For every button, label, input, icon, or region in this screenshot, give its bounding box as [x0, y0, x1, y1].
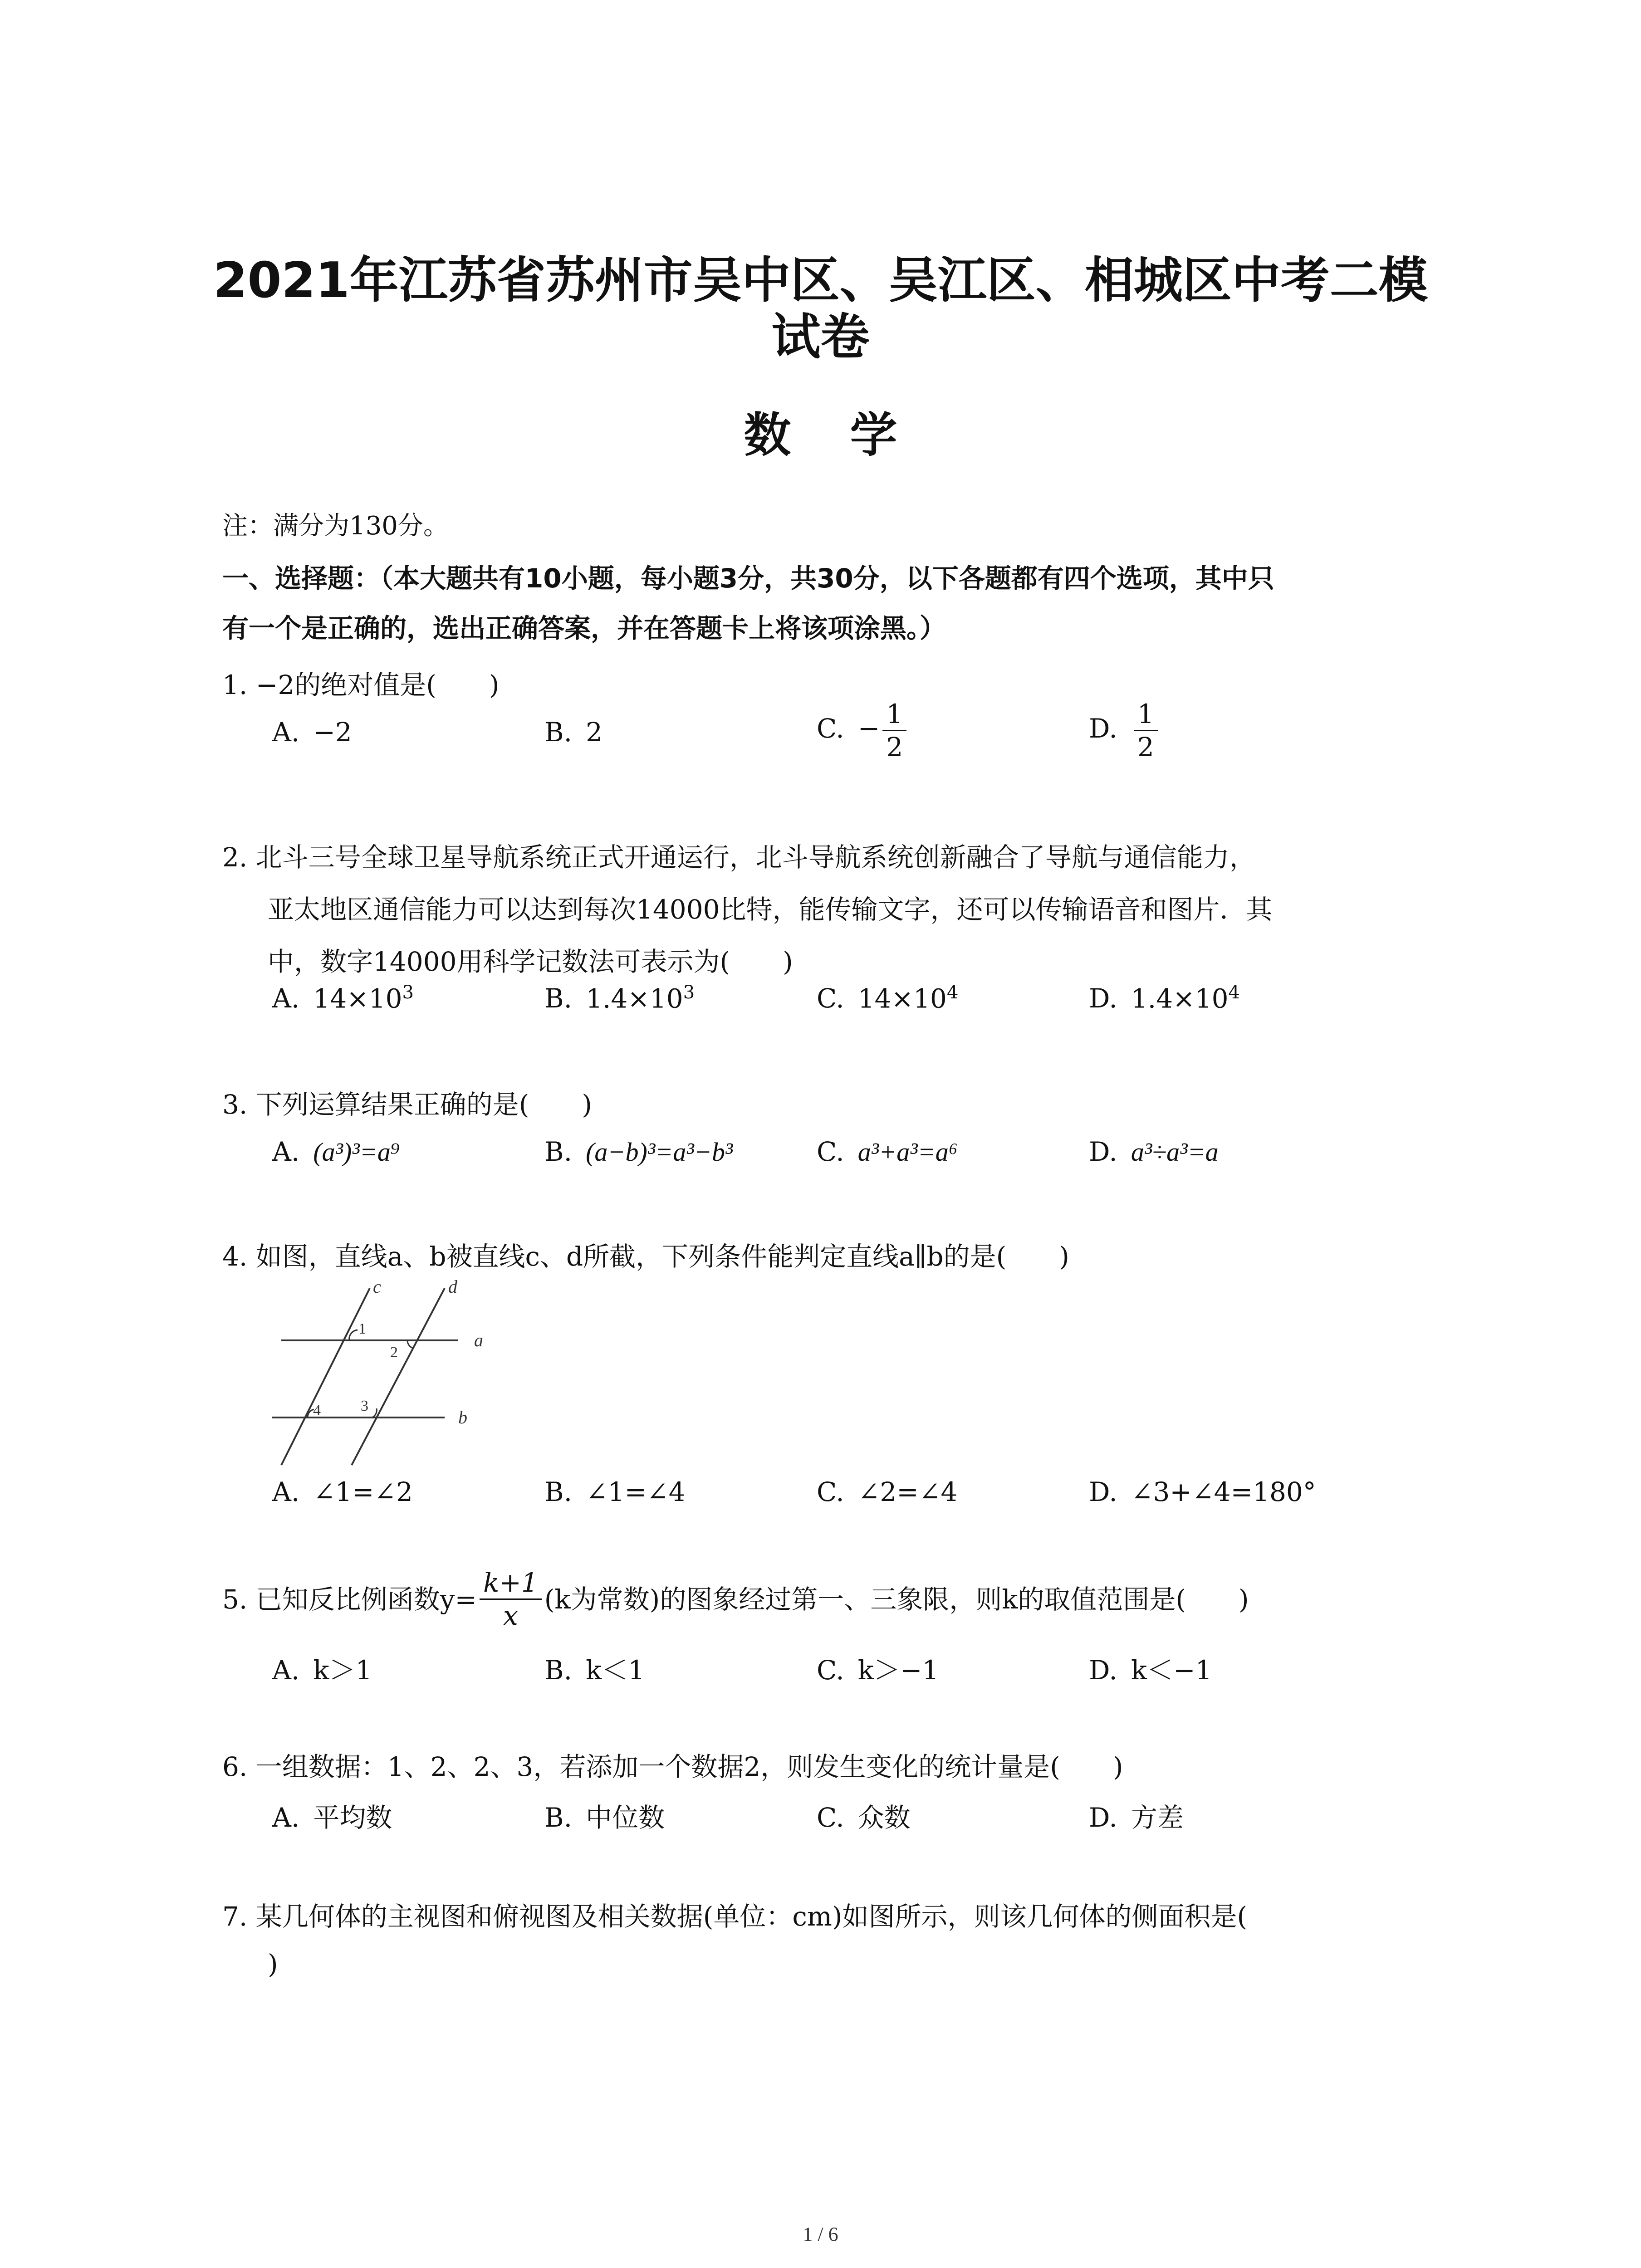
q6-option-b-value: 中位数 [586, 1802, 665, 1833]
q1-option-a-value: −2 [313, 717, 352, 748]
q1-option-b-value: 2 [586, 717, 603, 748]
q6-option-d-value: 方差 [1131, 1802, 1184, 1833]
q4-option-d [1089, 1476, 1316, 1507]
q2-option-a [272, 982, 414, 1014]
q3-option-d-value: a³÷a³=a [1131, 1137, 1219, 1167]
q1-option-c-label: C. [817, 713, 844, 744]
q4-option-a [272, 1476, 413, 1507]
q2-option-b-base: 1.4×10 [586, 983, 683, 1014]
q6-option-d [1089, 1796, 1184, 1834]
q3-option-d [1089, 1136, 1219, 1167]
question-5-stem [222, 1569, 1249, 1629]
q2-option-a-exp: 3 [402, 982, 414, 1003]
q4-label-a: a [474, 1330, 483, 1350]
q4-angle-1-arc [349, 1330, 358, 1340]
q3-option-c-label: C. [817, 1136, 844, 1167]
q3-option-b [544, 1136, 733, 1167]
section-heading-line2: 有一个是正确的，选出正确答案，并在答题卡上将该项涂黑。） [222, 613, 946, 644]
q6-option-b-label: B. [544, 1802, 573, 1833]
q5-option-d-value: k＜−1 [1131, 1655, 1212, 1686]
question-7-line1: 7. 某几何体的主视图和俯视图及相关数据(单位：cm)如图所示，则该几何体的侧面积是( [222, 1901, 1248, 1932]
q6-option-a-value: 平均数 [313, 1802, 392, 1833]
question-7-line2: ) [268, 1949, 278, 1980]
q2-option-b-exp: 3 [683, 982, 695, 1003]
q1-d-numerator: 1 [1134, 701, 1158, 731]
q2-option-c-label: C. [817, 983, 844, 1014]
q2-option-d-exp: 4 [1228, 982, 1240, 1003]
q3-option-d-label: D. [1089, 1136, 1117, 1167]
q4-label-1: 1 [358, 1320, 366, 1337]
q4-label-d: d [448, 1279, 457, 1297]
q3-option-a-label: A. [272, 1136, 300, 1167]
q1-option-c-fraction [882, 699, 906, 763]
q3-option-c-value: a³+a³=a⁶ [857, 1137, 958, 1167]
q1-option-a [272, 717, 352, 748]
q4-line-c [281, 1288, 370, 1465]
q4-option-b-value: ∠1=∠4 [586, 1476, 686, 1507]
q5-option-c [817, 1649, 939, 1687]
q2-option-c-base: 14×10 [857, 983, 947, 1014]
q5-option-a [272, 1649, 372, 1687]
q4-label-3: 3 [361, 1398, 368, 1414]
q1-option-c-sign: − [857, 713, 880, 744]
question-6-stem: 6. 一组数据：1、2、2、3，若添加一个数据2，则发生变化的统计量是( ) [222, 1751, 1123, 1782]
q2-option-d-base: 1.4×10 [1131, 983, 1229, 1014]
q1-option-a-label: A. [272, 717, 300, 748]
q4-angle-2-arc [407, 1340, 413, 1348]
q2-option-d-label: D. [1089, 983, 1117, 1014]
q5-denominator: x [503, 1600, 518, 1631]
section-heading-line1: 一、选择题：（本大题共有10小题，每小题3分，共30分，以下各题都有四个选项，其中只 [222, 563, 1274, 594]
q6-option-c-label: C. [817, 1802, 844, 1833]
q4-option-c [817, 1476, 957, 1507]
q1-option-c [817, 699, 909, 763]
q4-option-c-label: C. [817, 1476, 844, 1507]
q4-option-c-value: ∠2=∠4 [857, 1476, 958, 1507]
q6-option-b [544, 1796, 665, 1834]
q2-option-a-label: A. [272, 983, 300, 1014]
q5-numerator: k+1 [480, 1569, 542, 1600]
q4-label-b: b [458, 1407, 467, 1427]
q2-option-b-label: B. [544, 983, 573, 1014]
page-number: 1 / 6 [803, 2223, 838, 2245]
q5-stem-post: (k为常数)的图象经过第一、三象限，则k的取值范围是( ) [544, 1584, 1249, 1615]
q2-option-a-base: 14×10 [313, 983, 402, 1014]
q6-option-c-value: 众数 [857, 1802, 911, 1833]
question-2-line1: 2. 北斗三号全球卫星导航系统正式开通运行，北斗导航系统创新融合了导航与通信能力， [222, 842, 1256, 873]
page-title-line2: 试卷 [771, 309, 870, 366]
q4-label-4: 4 [313, 1402, 321, 1419]
q6-option-a [272, 1796, 392, 1834]
q5-option-a-label: A. [272, 1655, 300, 1686]
question-2-line3: 中，数字14000用科学记数法可表示为( ) [268, 946, 793, 977]
question-2-line2: 亚太地区通信能力可以达到每次14000比特，能传输文字，还可以传输语音和图片．其 [268, 894, 1273, 925]
q4-option-d-value: ∠3+∠4=180° [1131, 1476, 1316, 1507]
question-4-stem: 4. 如图，直线a、b被直线c、d所截，下列条件能判定直线a∥b的是( ) [222, 1241, 1069, 1272]
q1-option-b-label: B. [544, 717, 573, 748]
q4-figure [254, 1279, 508, 1470]
q2-option-c [817, 982, 958, 1014]
q4-option-b-label: B. [544, 1476, 573, 1507]
q1-d-denominator: 2 [1137, 732, 1154, 763]
question-3-stem: 3. 下列运算结果正确的是( ) [222, 1089, 593, 1120]
q5-option-d [1089, 1649, 1212, 1687]
q1-c-numerator: 1 [882, 701, 906, 731]
q6-option-d-label: D. [1089, 1802, 1117, 1833]
q4-option-a-value: ∠1=∠2 [313, 1476, 413, 1507]
q1-option-d-fraction [1134, 699, 1158, 763]
q3-option-a-value: (a³)³=a⁹ [313, 1137, 400, 1167]
q2-option-d [1089, 982, 1240, 1014]
q6-option-c [817, 1796, 911, 1834]
question-1-stem: 1. −2的绝对值是( ) [222, 670, 500, 700]
q3-option-b-value: (a−b)³=a³−b³ [586, 1137, 733, 1167]
q4-line-d [352, 1288, 445, 1465]
q1-c-denominator: 2 [886, 732, 903, 763]
subject-title: 数学 [744, 407, 956, 463]
q1-option-b [544, 717, 603, 748]
q5-option-d-label: D. [1089, 1655, 1117, 1686]
q4-label-c: c [373, 1279, 381, 1297]
q5-option-c-label: C. [817, 1655, 844, 1686]
q5-fraction [480, 1569, 542, 1629]
q6-option-a-label: A. [272, 1802, 300, 1833]
q2-option-c-exp: 4 [946, 982, 959, 1003]
q4-option-b [544, 1476, 686, 1507]
page-title-line1: 2021年江苏省苏州市吴中区、吴江区、相城区中考二模 [213, 252, 1428, 309]
q5-stem-pre: 5. 已知反比例函数y= [222, 1584, 477, 1615]
q5-option-a-value: k＞1 [313, 1655, 372, 1686]
q4-option-a-label: A. [272, 1476, 300, 1507]
q1-option-d-label: D. [1089, 713, 1117, 744]
score-note: 注：满分为130分。 [222, 511, 449, 541]
q1-option-d [1089, 699, 1161, 763]
q3-option-a [272, 1136, 400, 1167]
q4-label-2: 2 [390, 1344, 398, 1361]
q2-option-b [544, 982, 695, 1014]
q5-option-b-value: k＜1 [586, 1655, 645, 1686]
q5-option-b-label: B. [544, 1655, 573, 1686]
q3-option-c [817, 1136, 958, 1167]
q3-option-b-label: B. [544, 1136, 573, 1167]
q5-option-b [544, 1649, 645, 1687]
q5-option-c-value: k＞−1 [857, 1655, 939, 1686]
q4-option-d-label: D. [1089, 1476, 1117, 1507]
q4-angle-3-arc [372, 1408, 377, 1418]
